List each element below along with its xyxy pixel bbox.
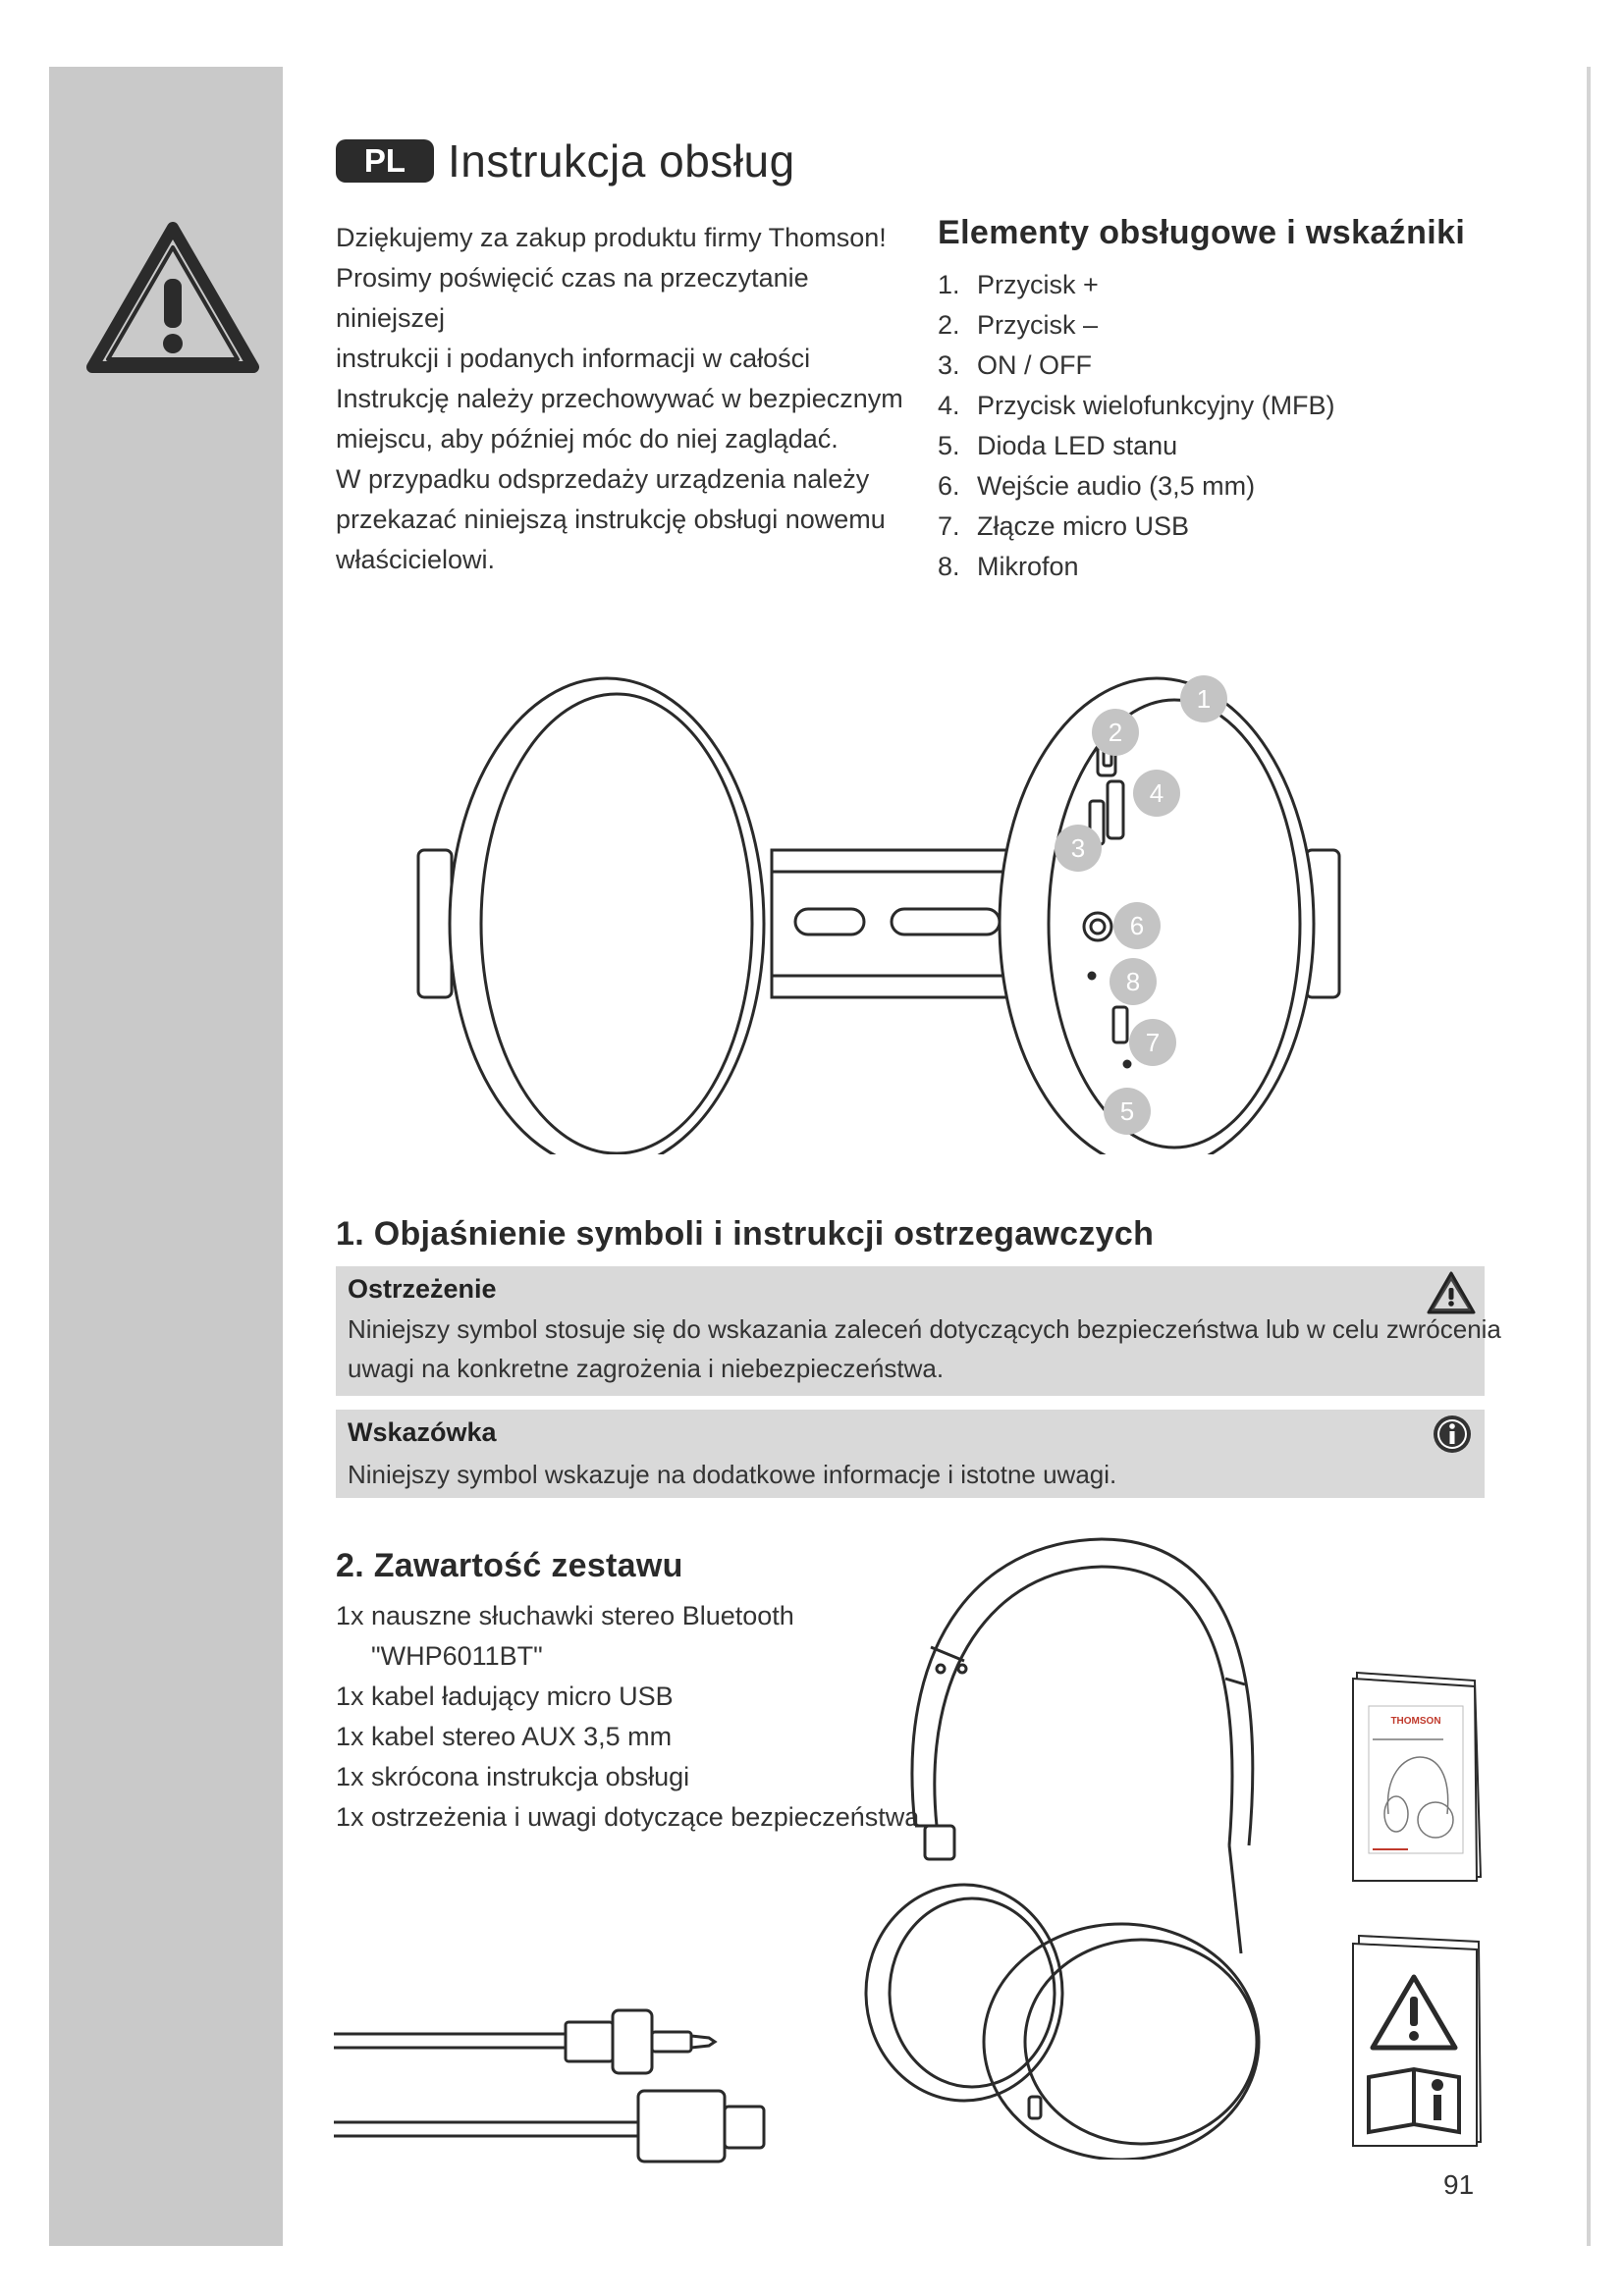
intro-line: miejscu, aby później móc do niej zaglądać. — [336, 424, 839, 454]
svg-text:3: 3 — [1070, 833, 1086, 863]
note-line: Niniejszy symbol wskazuje na dodatkowe informacje i istotne uwagi. — [348, 1460, 1117, 1489]
left-sidebar-band — [49, 67, 283, 2246]
callout-8 — [1110, 958, 1157, 1005]
safety-instructions-sheet-illustration — [1349, 1928, 1487, 2150]
controls-item-number: 6. — [938, 471, 960, 501]
controls-list — [938, 265, 1335, 587]
controls-item — [938, 346, 1335, 386]
headphones-illustration — [856, 1531, 1288, 2160]
controls-item-number: 1. — [938, 270, 960, 299]
controls-item — [938, 426, 1335, 466]
controls-heading: Elementy obsługowe i wskaźniki — [938, 214, 1466, 251]
controls-item-label: Przycisk + — [977, 270, 1099, 299]
svg-text:7: 7 — [1145, 1028, 1161, 1057]
controls-item — [938, 547, 1335, 587]
headphones-controls-diagram — [410, 664, 1343, 1154]
warning-line: uwagi na konkretne zagrożenia i niebezpieczeństwa. — [348, 1354, 945, 1383]
warning-box — [336, 1266, 1501, 1396]
controls-item-number: 4. — [938, 391, 960, 420]
right-margin-rule — [1587, 67, 1591, 2246]
svg-text:6: 6 — [1129, 911, 1145, 940]
callout-2 — [1092, 709, 1139, 756]
svg-text:1: 1 — [1196, 684, 1212, 714]
intro-line: przekazać niniejszą instrukcję obsługi nowemu — [336, 505, 886, 534]
controls-item-label: ON / OFF — [977, 350, 1092, 380]
intro-line: W przypadku odsprzedaży urządzenia należy — [336, 464, 870, 494]
svg-text:2: 2 — [1108, 718, 1123, 747]
note-box — [336, 1410, 1485, 1498]
warning-text — [348, 1309, 1501, 1388]
package-item: "WHP6011BT" — [371, 1641, 543, 1671]
controls-item-label: Wejście audio (3,5 mm) — [977, 471, 1256, 501]
intro-line: Prosimy poświęcić czas na przeczytanie niniejszej — [336, 263, 809, 333]
controls-item-number: 7. — [938, 511, 960, 541]
page-title: Instrukcja obsług — [448, 135, 795, 187]
svg-text:4: 4 — [1149, 778, 1164, 808]
controls-item — [938, 386, 1335, 426]
package-item: 1x skrócona instrukcja obsługi — [336, 1762, 690, 1791]
controls-item-label: Złącze micro USB — [977, 511, 1190, 541]
controls-item-label: Mikrofon — [977, 552, 1079, 581]
callout-6 — [1113, 902, 1161, 949]
controls-item — [938, 507, 1335, 547]
controls-item-label: Przycisk wielofunkcyjny (MFB) — [977, 391, 1335, 420]
section-2-heading: 2. Zawartość zestawu — [336, 1547, 683, 1584]
package-item: 1x ostrzeżenia i uwagi dotyczące bezpieczeństwa — [336, 1802, 920, 1832]
warning-line: Niniejszy symbol stosuje się do wskazania zaleceń dotyczących bezpieczeństwa lub w celu zwrócenia — [348, 1314, 1501, 1344]
warning-triangle-icon — [1426, 1270, 1477, 1315]
package-item: 1x kabel stereo AUX 3,5 mm — [336, 1722, 673, 1751]
booklet-brand: THOMSON — [1390, 1716, 1441, 1727]
warning-title: Ostrzeżenie — [348, 1274, 497, 1304]
quick-guide-booklet-illustration — [1349, 1667, 1487, 1885]
intro-line: Dziękujemy za zakup produktu firmy Thomson! — [336, 223, 887, 252]
package-item: 1x kabel ładujący micro USB — [336, 1682, 674, 1711]
intro-line: właścicielowi. — [336, 545, 496, 574]
callout-4 — [1133, 770, 1180, 817]
callout-1 — [1180, 675, 1227, 722]
controls-item-label: Dioda LED stanu — [977, 431, 1178, 460]
controls-item-number: 5. — [938, 431, 960, 460]
intro-line: Instrukcję należy przechowywać w bezpiecznym — [336, 384, 903, 413]
controls-item-number: 2. — [938, 310, 960, 340]
svg-text:5: 5 — [1119, 1096, 1135, 1126]
package-contents-list — [336, 1596, 925, 1838]
callout-7 — [1129, 1019, 1176, 1066]
controls-item-label: Przycisk – — [977, 310, 1099, 340]
controls-item — [938, 466, 1335, 507]
page-header — [336, 132, 795, 190]
package-item: 1x nauszne słuchawki stereo Bluetooth — [336, 1601, 794, 1630]
language-badge: PL — [336, 139, 434, 183]
controls-item-number: 3. — [938, 350, 960, 380]
cables-illustration — [334, 1999, 776, 2165]
controls-item — [938, 305, 1335, 346]
callout-5 — [1104, 1088, 1151, 1135]
page-number: 91 — [1443, 2169, 1475, 2200]
svg-text:8: 8 — [1125, 967, 1141, 996]
intro-line: instrukcji i podanych informacji w całości — [336, 344, 811, 373]
note-title: Wskazówka — [348, 1417, 497, 1447]
controls-item — [938, 265, 1335, 305]
controls-item-number: 8. — [938, 552, 960, 581]
warning-triangle-icon — [86, 222, 259, 375]
info-icon — [1432, 1414, 1473, 1455]
section-1-heading: 1. Objaśnienie symboli i instrukcji ostrzegawczych — [336, 1215, 1155, 1253]
intro-paragraph — [336, 218, 923, 580]
callout-3 — [1055, 825, 1102, 872]
